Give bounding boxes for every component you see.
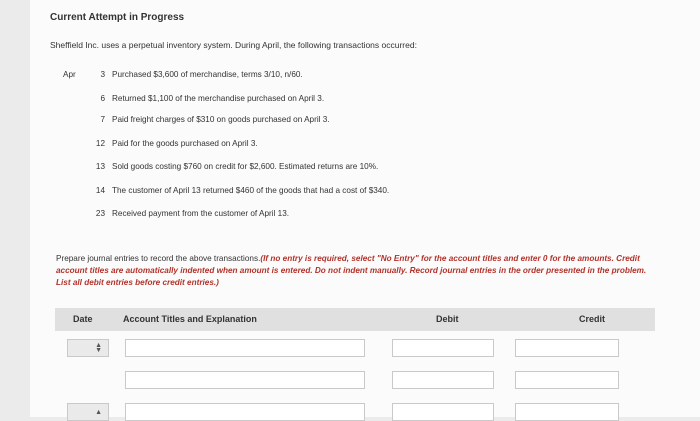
date-select[interactable] (67, 339, 109, 357)
intro-text: Sheffield Inc. uses a perpetual inventory system. During April, the following transactions occurred: (50, 40, 417, 50)
date-column-header: Date (73, 314, 93, 324)
txn-desc: Returned $1,100 of the merchandise purchased on April 3. (112, 94, 325, 103)
txn-day: 7 (100, 115, 105, 124)
txn-desc: Received payment from the customer of April 13. (112, 209, 290, 218)
txn-day: 13 (95, 162, 105, 171)
debit-input[interactable] (392, 339, 494, 357)
credit-input[interactable] (515, 403, 619, 421)
account-title-input[interactable] (125, 339, 365, 357)
txn-desc: Purchased $3,600 of merchandise, terms 3/10, n/60. (112, 70, 303, 79)
account-column-header: Account Titles and Explanation (123, 314, 257, 324)
instructions-text: Prepare journal entries to record the above transactions. (56, 254, 261, 263)
heading: Current Attempt in Progress (50, 12, 185, 23)
transaction-row (30, 139, 670, 153)
txn-day: 14 (95, 186, 105, 195)
txn-desc: Paid freight charges of $310 on goods purchased on April 3. (112, 115, 330, 124)
transaction-row (30, 94, 670, 108)
credit-column-header: Credit (579, 314, 606, 324)
txn-desc: Sold goods costing $760 on credit for $2,600. Estimated returns are 10%. (112, 162, 379, 171)
txn-desc: The customer of April 13 returned $460 of the goods that had a cost of $340. (112, 186, 390, 195)
debit-input[interactable] (392, 403, 494, 421)
select-arrows-icon: ▲ ▼ (95, 342, 102, 354)
account-title-input[interactable] (125, 403, 365, 421)
credit-input[interactable] (515, 371, 619, 389)
question-card (30, 0, 700, 417)
transaction-row (30, 186, 670, 200)
instructions-note: (If no entry is required, select "No Entry" for the account titles and enter 0 for the amounts. Credit account titles are automatically indented when amount is entered. Do not indent manually. Record journal entries in the order presented in the problem. List all debit entries before credit entries.) (56, 254, 647, 288)
debit-column-header: Debit (436, 314, 459, 324)
transaction-row (30, 209, 670, 223)
transaction-row (30, 115, 670, 129)
transaction-row (30, 70, 670, 84)
txn-day: 6 (100, 94, 105, 103)
select-arrows-icon: ▲ (95, 408, 102, 416)
date-select[interactable] (67, 403, 109, 421)
txn-day: 12 (95, 139, 105, 148)
txn-desc: Paid for the goods purchased on April 3. (112, 139, 258, 148)
journal-table-header (55, 308, 655, 331)
instructions (56, 253, 654, 290)
txn-day: 3 (100, 70, 105, 79)
credit-input[interactable] (515, 339, 619, 357)
txn-day: 23 (95, 209, 105, 218)
account-title-input[interactable] (125, 371, 365, 389)
debit-input[interactable] (392, 371, 494, 389)
txn-month: Apr (63, 70, 76, 79)
transaction-row (30, 162, 670, 176)
